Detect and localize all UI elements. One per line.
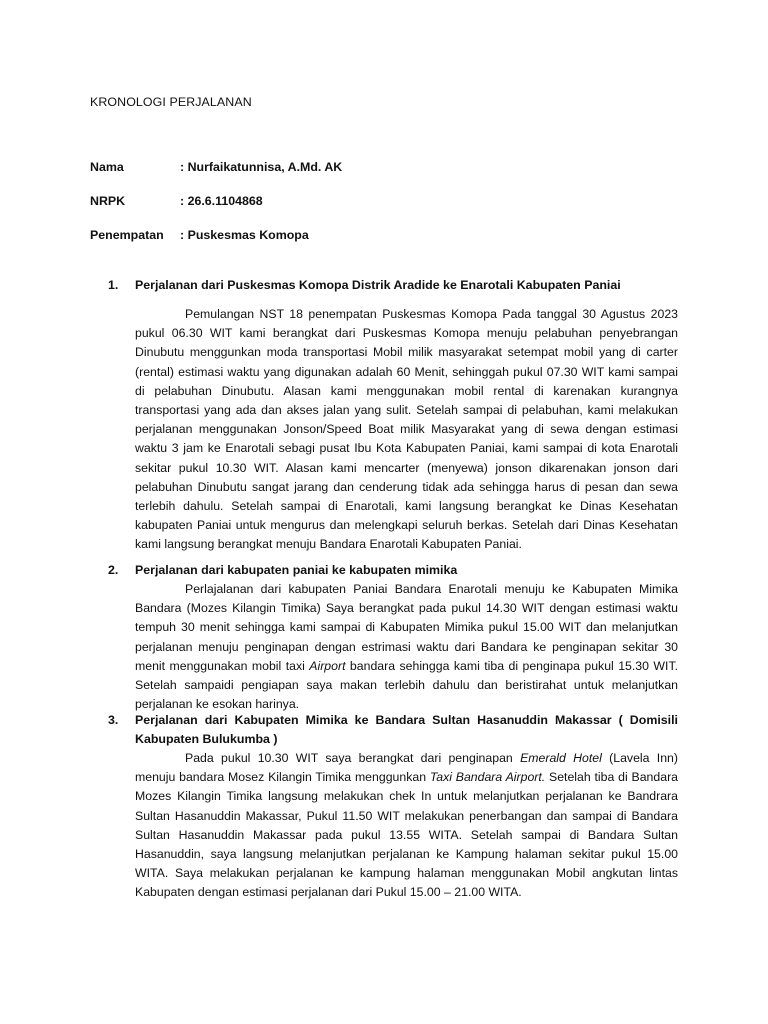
- section-heading: [108, 561, 678, 580]
- section-body: [135, 749, 678, 903]
- body-text: (Lavela Inn) menuju bandara Mosez Kilangin Timika menggunkan: [135, 751, 678, 785]
- field-label: Nama: [90, 160, 124, 174]
- body-italic-text: Airport: [309, 658, 346, 673]
- section-title: Perjalanan dari Puskesmas Komopa Distrik Aradide ke Enarotali Kabupaten Paniai: [135, 278, 621, 292]
- section-body: Pemulangan NST 18 penempatan Puskesmas Komopa Pada tanggal 30 Agustus 2023 pukul 06.30 WIT kami berangkat dari Puskesmas Komopa menuju pelabuhan penyebrangan Dinubutu menggunkan moda transportasi Mobil milik masyarakat setempat mobil yang di carter (rental) estimasi waktu yang digunakan adalah 60 Menit, sehinggah pukul 07.30 WIT kami sampai di pelabuhan Dinubutu. Alasan kami menggunakan mobil rental di karenakan kurangnya transportasi yang ada dan akses jalan yang sulit. Setelah sampai di pelabuhan, kami melakukan perjalanan menggunakan Jonson/Speed Boat milik Masyarakat yang di sewa dengan estimasi waktu 3 jam ke Enarotali sebagi pusat Ibu Kota Kabupaten Paniai, kami sampai di kota Enarotali sekitar pukul 10.30 WIT. Alasan kami mencarter (menyewa) jonson dikarenakan jonson dari pelabuhan Dinubutu sangat jarang dan cenderung tidak ada sehingga harus di pesan dan sewa terlebih dahulu. Setelah sampai di Enarotali, kami langsung berangkat ke Dinas Kesehatan kabupaten Paniai untuk mengurus dan melengkapi seluruh berkas. Setelah dari Dinas Kesehatan kami langsung berangkat menuju Bandara Enarotali Kabupaten Paniai.: [135, 307, 678, 552]
- field-row-nrpk: [90, 192, 342, 226]
- section-1: [108, 276, 678, 555]
- section-3: [108, 711, 678, 903]
- field-value: : Puskesmas Komopa: [180, 228, 309, 242]
- section-title: Perjalanan dari Kabupaten Mimika ke Bandara Sultan Hasanuddin Makassar ( Domisili Kabupaten Bulukumba ): [135, 713, 678, 746]
- body-text: Setelah tiba di Bandara Mozes Kilangin Timika langsung melakukan chek In untuk melanjutkan perjalanan ke Bandrara Sultan Hasanuddin Makassar, Pukul 11.50 WIT melakukan penerbangan dan sampai di Bandara Sultan Hasanuddin Makassar pada pukul 13.55 WITA. Setelah sampai di Bandara Sultan Hasanuddin, saya langsung melanjutkan perjalanan ke Kampung halaman sekitar pukul 15.00 WITA. Saya melakukan perjalanan ke kampung halaman menggunakan Mobil angkutan lintas Kabupaten dengan estimasi perjalanan dari Pukul 15.00 – 21.00 WITA.: [135, 770, 679, 900]
- field-label: Penempatan: [90, 228, 164, 242]
- body-text: bandara sehingga kami tiba di penginapa pukul 15.30 WIT. Setelah sampaidi pengiapan saya makan terlebih dahulu dan beristirahat untuk melanjutkan perjalanan ke esokan harinya.: [135, 658, 679, 712]
- section-heading: [108, 711, 678, 749]
- field-row-name: [90, 158, 342, 192]
- document-title: KRONOLOGI PERJALANAN: [90, 95, 252, 109]
- body-text: Perlajalanan dari kabupaten Paniai Bandara Enarotali menuju ke Kabupaten Mimika Bandara (Mozes Kilangin Timika) Saya berangkat pada pukul 14.30 WIT dengan estimasi waktu tempuh 30 menit sehingga kami sampai di Kabupaten Mimika pukul 15.00 WIT dan melanjutkan perjalanan menuju penginapan dengan estrimasi waktu dari Bandara ke penginapan sekitar 30 menit menggunakan mobil taxi: [135, 582, 678, 673]
- field-label: NRPK: [90, 194, 126, 208]
- section-body: [135, 580, 678, 714]
- section-number: 3.: [108, 713, 119, 727]
- section-number: 2.: [108, 563, 119, 577]
- body-italic-text: Taxi Bandara Airport.: [429, 770, 546, 785]
- field-value: : 26.6.1104868: [180, 194, 263, 208]
- section-heading: [108, 276, 678, 295]
- body-italic-text: Emerald Hotel: [520, 751, 602, 765]
- section-title: Perjalanan dari kabupaten paniai ke kabupaten mimika: [135, 563, 458, 577]
- body-text: Pada pukul 10.30 WIT saya berangkat dari penginapan: [185, 751, 521, 765]
- section-2: [108, 561, 678, 714]
- field-value: : Nurfaikatunnisa, A.Md. AK: [180, 160, 343, 174]
- section-number: 1.: [108, 278, 119, 292]
- field-row-penempatan: [90, 226, 342, 260]
- identity-block: [90, 158, 342, 260]
